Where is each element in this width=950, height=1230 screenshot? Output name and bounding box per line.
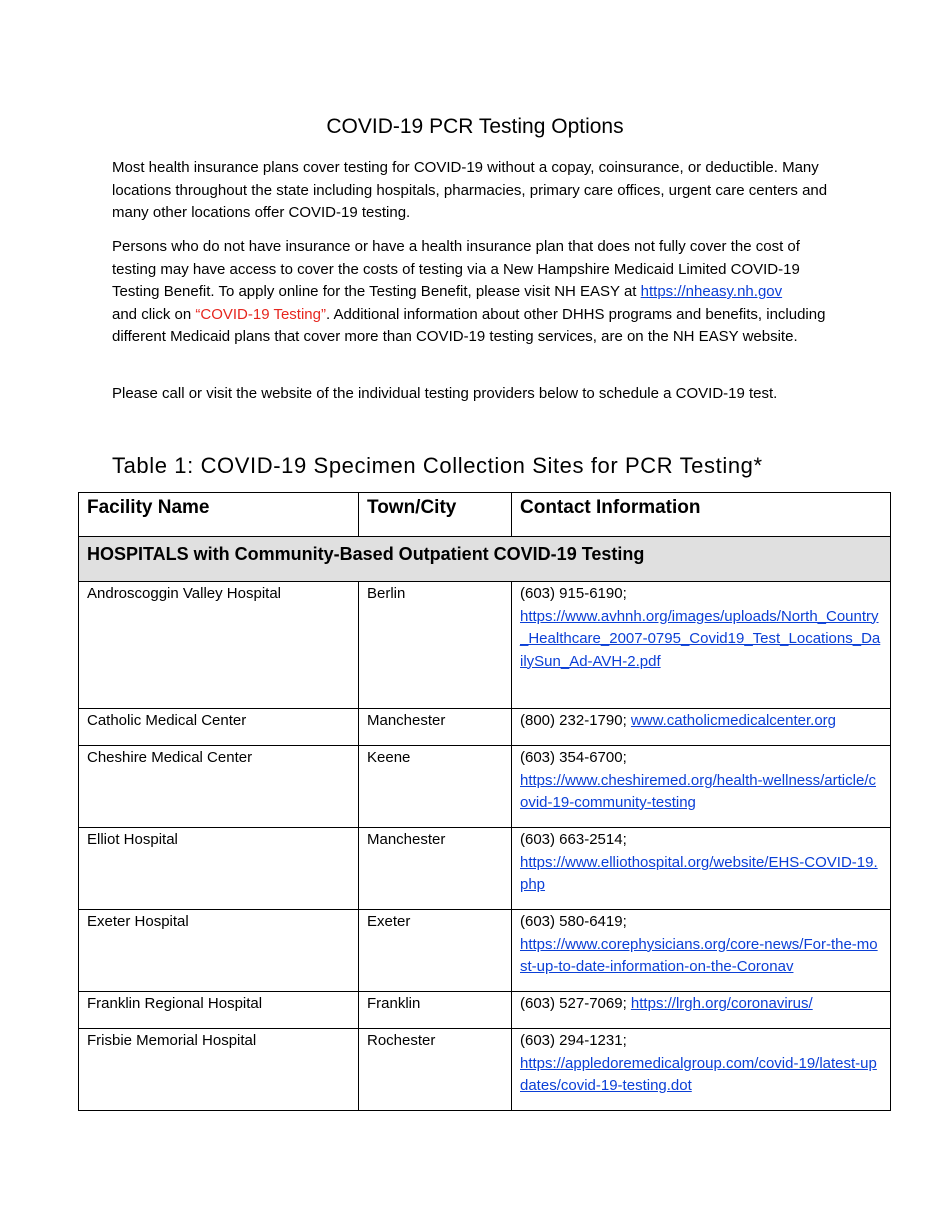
town-city: Manchester — [359, 709, 512, 746]
covid-testing-highlight: “COVID-19 Testing” — [195, 305, 326, 323]
contact-information — [512, 746, 891, 828]
phone-number: (603) 354-6700; — [520, 749, 627, 766]
medicaid-text: Persons who do not have insurance or have a health insurance plan that does not fully cover the cost of testing may have access to cover the costs of testing via a New Hampshire Medicaid Limited COVID-19 Testing Benefit. To apply online for the Testing Benefit, please visit NH EASY at — [112, 238, 800, 300]
phone-number: (603) 580-6419; — [520, 913, 627, 930]
table-row — [79, 709, 891, 746]
section-title-hospitals: HOSPITALS with Community-Based Outpatient COVID-19 Testing — [79, 537, 891, 582]
table-row — [79, 1029, 891, 1111]
town-city: Keene — [359, 746, 512, 828]
intro-paragraph-medicaid — [112, 236, 847, 349]
table-row — [79, 582, 891, 709]
phone-number: (603) 294-1231; — [520, 1032, 627, 1049]
intro-paragraph-schedule: Please call or visit the website of the individual testing providers below to schedule a COVID-19 test. — [112, 385, 778, 402]
click-on-text: and click on — [112, 305, 196, 323]
town-city: Rochester — [359, 1029, 512, 1111]
town-city: Franklin — [359, 992, 512, 1029]
table-row — [79, 992, 891, 1029]
phone-number: (603) 915-6190; — [520, 585, 627, 602]
header-facility-name: Facility Name — [79, 493, 359, 537]
facility-name: Elliot Hospital — [79, 828, 359, 910]
nheasy-link[interactable]: https://nheasy.nh.gov — [640, 283, 783, 300]
phone-number: (603) 663-2514; — [520, 831, 627, 848]
table-row — [79, 828, 891, 910]
contact-information — [512, 910, 891, 992]
testing-sites-table — [78, 492, 891, 1111]
table-row — [79, 910, 891, 992]
table-row — [79, 746, 891, 828]
facility-website-link[interactable]: https://www.corephysicians.org/core-news/For-the-most-up-to-date-information-on-the-Coronav — [520, 935, 878, 975]
dhhs-info-text: . Additional information about other DHHS programs and benefits, including different Medicaid plans that cover more than COVID-19 testing services, are on the NH EASY website. — [112, 305, 826, 345]
table-header-row — [79, 493, 891, 537]
town-city: Manchester — [359, 828, 512, 910]
facility-website-link[interactable]: https://lrgh.org/coronavirus/ — [630, 995, 813, 1012]
facility-name: Catholic Medical Center — [79, 709, 359, 746]
phone-number: (800) 232-1790; — [520, 712, 627, 729]
header-contact-information: Contact Information — [512, 493, 891, 537]
intro-paragraph-coverage: Most health insurance plans cover testing for COVID-19 without a copay, coinsurance, or deductible. Many locations throughout the state including hospitals, pharmacies, primary care offices, urgent care centers and many other locations offer COVID-19 testing. — [112, 159, 828, 221]
facility-name: Franklin Regional Hospital — [79, 992, 359, 1029]
page-title: COVID-19 PCR Testing Options — [326, 115, 624, 138]
phone-number: (603) 527-7069; — [520, 995, 627, 1012]
facility-website-link[interactable]: www.catholicmedicalcenter.org — [630, 712, 837, 729]
facility-website-link[interactable]: https://www.cheshiremed.org/health-wellness/article/covid-19-community-testing — [520, 771, 876, 811]
town-city: Exeter — [359, 910, 512, 992]
facility-name: Frisbie Memorial Hospital — [79, 1029, 359, 1111]
contact-information — [512, 582, 891, 709]
contact-information — [512, 828, 891, 910]
contact-information — [512, 1029, 891, 1111]
section-row — [79, 537, 891, 582]
facility-website-link[interactable]: https://www.avhnh.org/images/uploads/North_Country_Healthcare_2007-0795_Covid19_Test_Locations_DailySun_Ad-AVH-2.pdf — [520, 607, 881, 670]
facility-website-link[interactable]: https://www.elliothospital.org/website/EHS-COVID-19.php — [520, 853, 878, 893]
facility-name: Androscoggin Valley Hospital — [79, 582, 359, 709]
facility-name: Exeter Hospital — [79, 910, 359, 992]
table-caption: Table 1: COVID-19 Specimen Collection Sites for PCR Testing* — [112, 453, 763, 478]
facility-website-link[interactable]: https://appledoremedicalgroup.com/covid-19/latest-updates/covid-19-testing.dot — [520, 1054, 877, 1094]
facility-name: Cheshire Medical Center — [79, 746, 359, 828]
town-city: Berlin — [359, 582, 512, 709]
contact-information — [512, 709, 891, 746]
contact-information — [512, 992, 891, 1029]
header-town-city: Town/City — [359, 493, 512, 537]
